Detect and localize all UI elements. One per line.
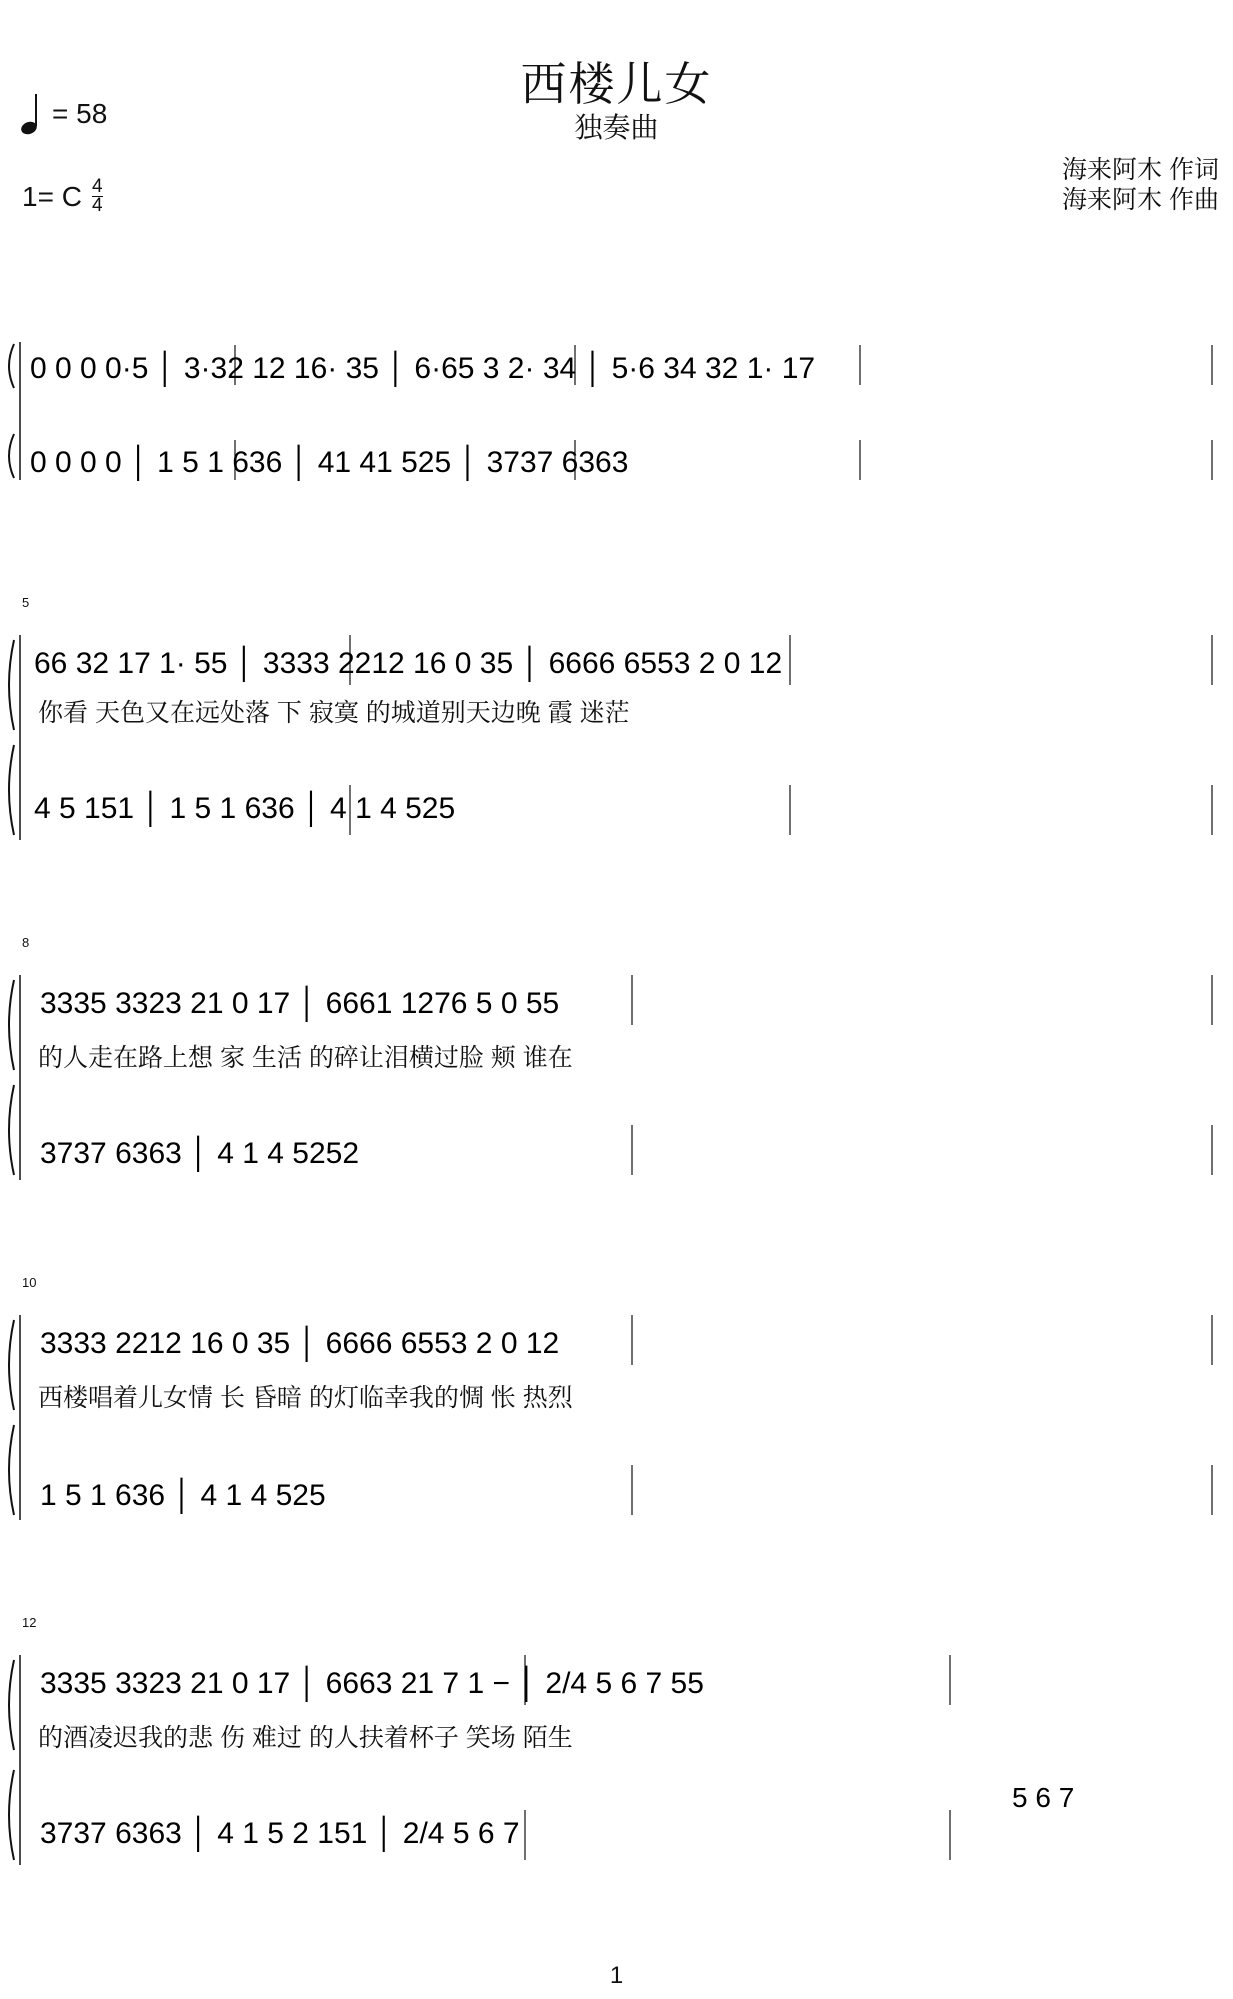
system-5-lyrics: 的酒凌迟我的悲 伤 难过 的人扶着杯子 笑场 陌生: [38, 1724, 573, 1752]
quarter-note-icon: [20, 92, 42, 136]
measure-number: 8: [22, 935, 30, 950]
system-5-upper-notes: 3335 3323 21 0 17 │ 6663 21 7 1 − │ 2/4 5 6 7 55: [40, 1667, 704, 1700]
system-3-upper-notes: 3335 3323 21 0 17 │ 6661 1276 5 0 55: [40, 987, 560, 1020]
score-system-5: [0, 1615, 1233, 1890]
lyricist-credit: 海来阿木 作词: [1062, 156, 1219, 184]
system-2-lower-notes: 4 5 151 │ 1 5 1 636 │ 4 1 4 525: [34, 792, 456, 825]
system-4-lower-notes: 1 5 1 636 │ 4 1 4 525: [40, 1479, 326, 1512]
tempo-marking: [20, 92, 107, 136]
score-system-4: [0, 1275, 1233, 1535]
system-3-lower-notes: 3737 6363 │ 4 1 4 5252: [40, 1137, 360, 1170]
measure-number: 5: [22, 595, 30, 610]
system-2-upper-notes: 66 32 17 1· 55 │ 3333 2212 16 0 35 │ 6666 6553 2 0 12: [34, 647, 783, 680]
time-sig-bottom: 4: [91, 195, 103, 216]
page-subtitle: 独奏曲: [574, 112, 659, 143]
measure-number: 10: [22, 1275, 37, 1290]
score-system-2: [0, 595, 1233, 855]
score-system-1: [0, 300, 1233, 500]
system-5-chord-top: 5 6 7: [1012, 1782, 1075, 1813]
composer-credit: 海来阿木 作曲: [1062, 186, 1219, 214]
system-2-lyrics: 你看 天色又在远处落 下 寂寞 的城道别天边晚 霞 迷茫: [38, 699, 630, 727]
key-label: 1= C: [22, 180, 82, 212]
time-signature: [92, 178, 103, 215]
system-1-notation: [0, 300, 1233, 500]
tempo-value: = 58: [52, 98, 108, 129]
system-4-lyrics: 西楼唱着儿女情 长 昏暗 的灯临幸我的惆 怅 热烈: [38, 1384, 573, 1412]
page-title: 西楼儿女: [520, 58, 713, 110]
time-sig-top: 4: [91, 176, 103, 197]
system-5-lower-notes: 3737 6363 │ 4 1 5 2 151 │ 2/4 5 6 7: [40, 1817, 520, 1850]
key-signature: [22, 178, 103, 215]
measure-number: 12: [22, 1615, 37, 1630]
score-system-3: [0, 935, 1233, 1195]
page-number: 1: [609, 1962, 624, 1989]
system-1-upper-notes: 0 0 0 0·5 │ 3·32 12 16· 35 │ 6·65 3 2· 34 │ 5·6 34 32 1· 17: [30, 352, 816, 385]
system-1-lower-notes: 0 0 0 0 │ 1 5 1 636 │ 41 41 525 │ 3737 6363: [30, 446, 629, 479]
system-4-upper-notes: 3333 2212 16 0 35 │ 6666 6553 2 0 12: [40, 1327, 560, 1360]
system-3-lyrics: 的人走在路上想 家 生活 的碎让泪横过脸 颊 谁在: [38, 1044, 573, 1072]
